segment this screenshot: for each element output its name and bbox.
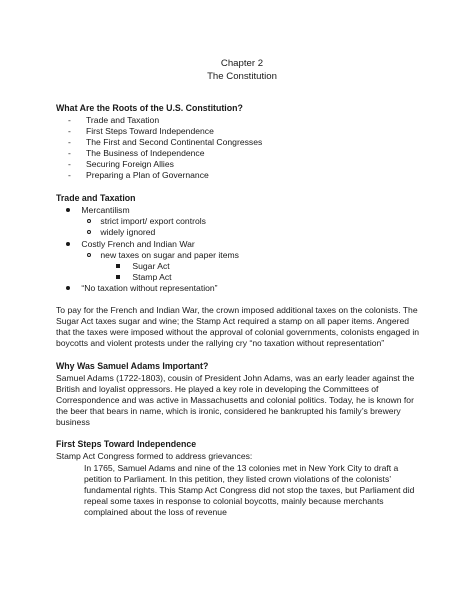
steps-heading: First Steps Toward Independence [56, 439, 197, 449]
paragraph-line: Correspondence and was active in Massachusetts and colonial politics. Today, he is known for [56, 395, 414, 405]
roots-heading: What Are the Roots of the U.S. Constitution? [56, 103, 243, 113]
list-item: Costly French and Indian War [66, 239, 195, 250]
dash-marker: - [68, 148, 71, 158]
paragraph-line: fundamental rights. This Stamp Act Congress did not stop the taxes, but Parliament did [84, 485, 415, 495]
chapter-title: The Constitution [207, 71, 277, 82]
bullet-circle-icon [87, 230, 91, 234]
list-item: Stamp Act [116, 272, 172, 283]
paragraph-line: complained about the loss of revenue [84, 507, 227, 517]
dash-marker: - [68, 126, 71, 136]
steps-intro: Stamp Act Congress formed to address grievances: [56, 451, 253, 461]
list-item: - Trade and Taxation [68, 115, 160, 125]
paragraph-line: petition to Parliament. In this petition, they listed crown violations of the colonists’ [84, 474, 392, 484]
paragraph-line: To pay for the French and Indian War, the crown imposed additional taxes on the colonists. The [56, 305, 418, 315]
paragraph-line: the beer that bears in name, which is ironic, considered he bankrupted his family’s brewery [56, 406, 401, 416]
dash-marker: - [68, 170, 71, 180]
list-item: - First Steps Toward Independence [68, 126, 214, 136]
dash-marker: - [68, 159, 71, 169]
paragraph-line: that the taxes were imposed without the approval of colonial governments, colonists engaged in [56, 327, 420, 337]
bullet-square-icon [116, 275, 120, 279]
chapter-label: Chapter 2 [220, 58, 264, 69]
adams-heading: Why Was Samuel Adams Important? [56, 361, 209, 371]
list-item: - Securing Foreign Allies [68, 159, 174, 169]
list-item: strict import/ export controls [87, 216, 206, 227]
list-item: widely ignored [87, 227, 155, 238]
list-item: - Preparing a Plan of Governance [68, 170, 209, 180]
paragraph-line: British and loyalist oppressors. He played a key role in developing the Committees of [56, 384, 379, 394]
bullet-circle-icon [87, 219, 91, 223]
paragraph-line: repeal some taxes in response to colonial boycotts, mainly because merchants [84, 496, 384, 506]
paragraph-line: In 1765, Samuel Adams and nine of the 13 colonies met in New York City to draft a [84, 463, 399, 473]
list-item: “No taxation without representation” [66, 283, 218, 294]
paragraph-line: boycotts and violent protests under the rallying cry “no taxation without representation” [56, 338, 385, 348]
list-item: new taxes on sugar and paper items [87, 250, 239, 261]
list-item: - The Business of Independence [68, 148, 205, 158]
list-item: - The First and Second Continental Congresses [68, 137, 263, 147]
bullet-dot-icon [66, 242, 70, 246]
bullet-circle-icon [87, 253, 91, 257]
bullet-square-icon [116, 264, 120, 268]
list-item: Mercantilism [66, 205, 130, 216]
trade-heading: Trade and Taxation [56, 193, 136, 203]
paragraph-line: business [56, 417, 90, 427]
paragraph-line: Sugar Act taxes sugar and wine; the Stamp Act required a stamp on all paper items. Angered [56, 316, 410, 326]
bullet-dot-icon [66, 286, 70, 290]
dash-marker: - [68, 137, 71, 147]
paragraph-line: Samuel Adams (1722-1803), cousin of President John Adams, was an early leader against the [56, 373, 415, 383]
dash-marker: - [68, 115, 71, 125]
bullet-dot-icon [66, 208, 70, 212]
list-item: Sugar Act [116, 261, 170, 272]
